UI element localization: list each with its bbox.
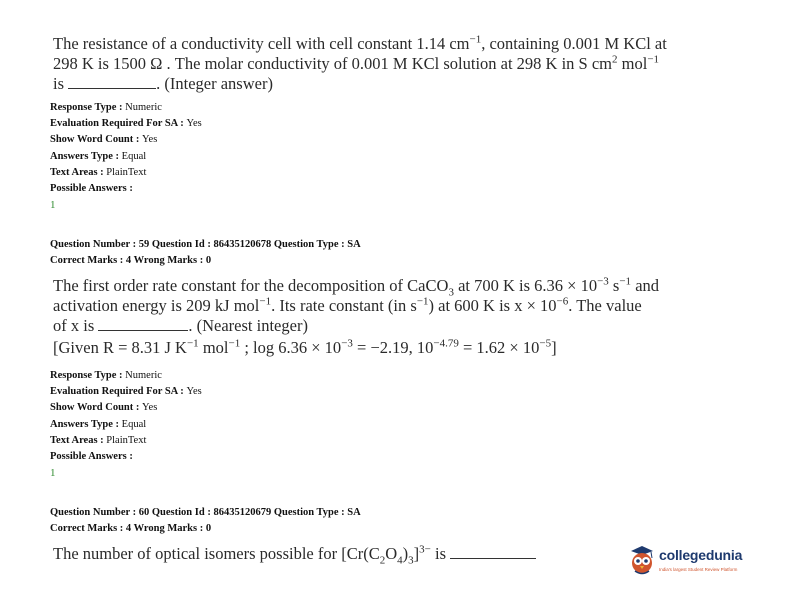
question-60-header — [50, 505, 361, 537]
q58-line3: is . (Integer answer) — [53, 74, 273, 93]
marks-line: Correct Marks : 4 Wrong Marks : 0 — [50, 255, 212, 266]
text-areas: Text Areas : PlainText — [50, 434, 147, 446]
q59-line4: [Given R = 8.31 J $K^{-1}$ mol$^{-1}$ ; $\log 6.36 \times 10^{-3} = -2.19$, $10^{-4.79} = 1.62 \times 10^{-5}$] — [53, 337, 557, 357]
question-number-line: Question Number : 59 Question Id : 86435120678 Question Type : SA — [50, 239, 361, 250]
response-type: Response Type : Numeric — [50, 370, 162, 381]
q59-line3: of x is . (Nearest integer) — [53, 316, 308, 335]
show-word-count: Show Word Count : Yes — [50, 402, 158, 414]
answer-blank — [98, 318, 188, 331]
collegedunia-logo — [627, 543, 767, 583]
text-areas: Text Areas : PlainText — [50, 166, 147, 178]
possible-answer-value: 1 — [50, 467, 56, 480]
logo-tagline: India's largest Student Review Platform — [659, 567, 738, 572]
answer-blank — [68, 76, 156, 89]
q59-line2: activation energy is 209 kJ mol$^{-1}$. Its rate constant (in $s^{-1}$) at 600 K is $x \times 10^{-6}$. The value — [53, 295, 642, 315]
show-word-count: Show Word Count : Yes — [50, 134, 158, 146]
logo-wordmark: collegedunia — [659, 547, 743, 563]
q59-line1: The first order rate constant for the decomposition of CaCO$_3$ at 700 K is $6.36 \times 10^{-3}$ $s^{-1}$ and — [53, 275, 660, 299]
evaluation-required: Evaluation Required For SA : Yes — [50, 118, 202, 130]
answers-type: Answers Type : Equal — [50, 150, 147, 162]
q58-line2: 298 K is 1500 Ω . The molar conductivity of 0.001 M KCl solution at 298 K in S $cm^2$ mol$^{-1}$ — [53, 53, 660, 73]
owl-mascot-icon — [627, 543, 657, 577]
question-58-meta — [50, 100, 202, 213]
marks-line: Correct Marks : 4 Wrong Marks : 0 — [50, 523, 212, 534]
q58-line1: The resistance of a conductivity cell with cell constant 1.14 $cm^{-1}$, containing 0.001 M KCl at — [53, 33, 667, 53]
evaluation-required: Evaluation Required For SA : Yes — [50, 386, 202, 398]
possible-answer-value: 1 — [50, 199, 56, 212]
response-type: Response Type : Numeric — [50, 102, 162, 113]
answer-blank — [450, 546, 536, 559]
question-60-text: The number of optical isomers possible for $[Cr(C_2O_4)_3]^{3-}$ is — [53, 544, 623, 564]
possible-answers-label: Possible Answers : — [50, 451, 133, 463]
question-number-line: Question Number : 60 Question Id : 86435120679 Question Type : SA — [50, 507, 361, 518]
question-59-meta — [50, 368, 202, 481]
question-59-text — [53, 276, 765, 358]
answers-type: Answers Type : Equal — [50, 418, 147, 430]
question-59-header — [50, 237, 361, 269]
possible-answers-label: Possible Answers : — [50, 183, 133, 195]
question-58-text — [53, 34, 763, 94]
